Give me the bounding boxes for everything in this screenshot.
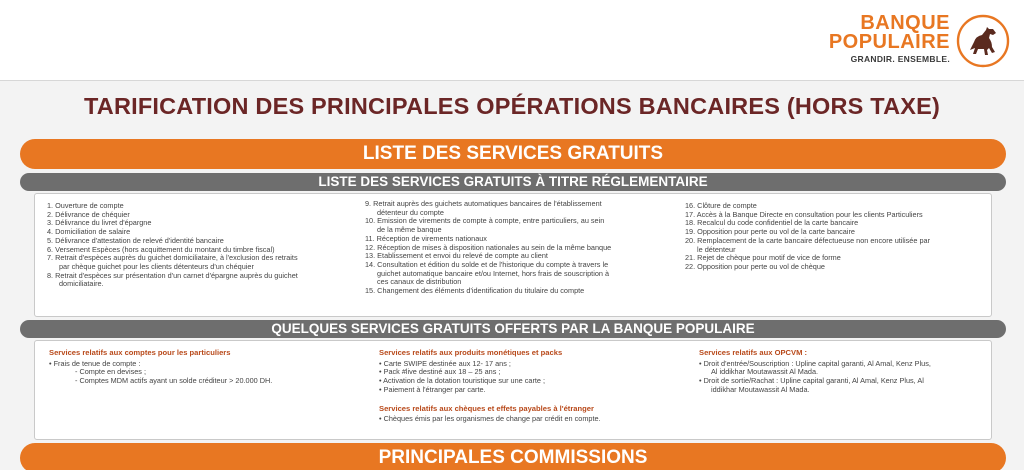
list-item: 10. Emission de virements de compte à compte, entre particuliers, au sein — [365, 216, 605, 226]
list-item: • Paiement à l'étranger par carte. — [379, 384, 486, 394]
list-item: 19. Opposition pour perte ou vol de la carte bancaire — [685, 227, 855, 237]
regulatory-column-3 — [685, 202, 985, 272]
list-item: par chèque guichet pour les clients détenteurs d'un chéquier — [59, 261, 254, 271]
list-item: • Chèques émis par les organismes de change par crédit en compte. — [379, 414, 601, 424]
list-item: 5. Délivrance d'attestation de relevé d'identité bancaire — [47, 235, 224, 245]
list-item: - Comptes MDM actifs ayant un solde créditeur > 20.000 DH. — [75, 376, 273, 386]
opcvm-services-title: Services relatifs aux OPCVM : — [699, 348, 808, 357]
list-item: Al iddikhar Moutawassit Al Mada. — [711, 367, 819, 377]
logo-line-2: POPULAIRE — [828, 31, 950, 53]
list-item: 13. Etablissement et envoi du relevé de compte au client — [365, 251, 548, 261]
logo-line-1: BANQUE — [860, 12, 950, 34]
list-item: 12. Réception de mises à disposition nationales au sein de la même banque — [365, 242, 612, 252]
cheques-services-title: Services relatifs aux chèques et effets payables à l'étranger — [379, 403, 594, 413]
list-item: 21. Rejet de chèque pour motif de vice de forme — [685, 253, 841, 263]
list-item: • Droit de sortie/Rachat : Upline capital garanti, Al Amal, Kenz Plus, Al — [699, 376, 924, 386]
horse-icon — [956, 14, 1010, 68]
list-item: - Compte en devises ; — [75, 367, 146, 377]
list-item: 15. Changement des éléments d'identification du titulaire du compte — [365, 286, 585, 296]
list-item: 7. Retrait d'espèces auprès du guichet domiciliataire, à l'exclusion des retraits — [47, 253, 298, 263]
list-item: 11. Réception de virements nationaux — [365, 233, 487, 243]
list-item: 1. Ouverture de compte — [47, 201, 124, 210]
regulatory-column-1 — [47, 202, 347, 289]
list-item: 22. Opposition pour perte ou vol de chèque — [685, 261, 825, 271]
list-item: 20. Remplacement de la carte bancaire défectueuse non encore utilisée par — [685, 235, 931, 245]
opcvm-services-column — [699, 349, 989, 395]
list-item: 3. Délivrance du livret d'épargne — [47, 218, 152, 228]
list-item: 14. Consultation et édition du solde et de l'historique du compte à travers le — [365, 259, 609, 269]
accounts-services-title: Services relatifs aux comptes pour les particuliers — [49, 348, 231, 357]
list-item: guichet automatique bancaire et/ou Internet, hors frais de souscription à — [377, 268, 610, 278]
list-item: • Activation de la dotation touristique sur une carte ; — [379, 376, 546, 386]
list-item: le détenteur — [697, 244, 736, 254]
monetics-services-column — [379, 349, 679, 424]
list-item: de la même banque — [377, 225, 442, 235]
list-item: • Frais de tenue de compte : — [49, 358, 141, 368]
section-band-regulatory: LISTE DES SERVICES GRATUITS À TITRE RÉGLEMENTAIRE — [20, 173, 1006, 191]
bp-free-services-box — [34, 340, 992, 440]
list-item: ces canaux de distribution — [377, 277, 462, 287]
section-band-commissions: PRINCIPALES COMMISSIONS — [20, 443, 1006, 470]
section-band-free-services: LISTE DES SERVICES GRATUITS — [20, 139, 1006, 169]
list-item: détenteur du compte — [377, 207, 444, 217]
regulatory-column-2 — [365, 200, 670, 296]
list-item: • Carte SWIPE destinée aux 12- 17 ans ; — [379, 358, 511, 368]
logo-wordmark — [829, 14, 950, 64]
list-item: 16. Clôture de compte — [685, 201, 757, 210]
list-item: 6. Versement Espèces (hors acquittement du montant du timbre fiscal) — [47, 244, 275, 254]
list-item: 17. Accès à la Banque Directe en consultation pour les clients Particuliers — [685, 209, 923, 219]
regulatory-services-box — [34, 193, 992, 317]
section-band-bp-free: QUELQUES SERVICES GRATUITS OFFERTS PAR LA BANQUE POPULAIRE — [20, 320, 1006, 338]
list-item: 4. Domiciliation de salaire — [47, 227, 131, 237]
list-item: 18. Recalcul du code confidentiel de la carte bancaire — [685, 218, 859, 228]
list-item: • Droit d'entrée/Souscription : Upline capital garanti, Al Amal, Kenz Plus, — [699, 358, 931, 368]
list-item: • Pack #live destiné aux 18 – 25 ans ; — [379, 367, 501, 377]
list-item: 9. Retrait auprès des guichets automatiques bancaires de l'établissement — [365, 199, 602, 208]
accounts-services-column — [49, 349, 349, 386]
monetics-services-title: Services relatifs aux produits monétiques et packs — [379, 348, 563, 357]
list-item: 8. Retrait d'espèces sur présentation d'un carnet d'épargne auprès du guichet — [47, 270, 298, 280]
page-title: TARIFICATION DES PRINCIPALES OPÉRATIONS BANCAIRES (HORS TAXE) — [83, 93, 941, 119]
header — [0, 0, 1024, 82]
list-item: iddikhar Moutawassit Al Mada. — [711, 384, 810, 394]
banque-populaire-logo — [829, 14, 1010, 68]
tarification-page — [0, 80, 1024, 470]
list-item: domiciliataire. — [59, 279, 104, 289]
list-item: 2. Délivrance de chéquier — [47, 209, 130, 219]
logo-tagline: GRANDIR. ENSEMBLE. — [850, 54, 950, 64]
